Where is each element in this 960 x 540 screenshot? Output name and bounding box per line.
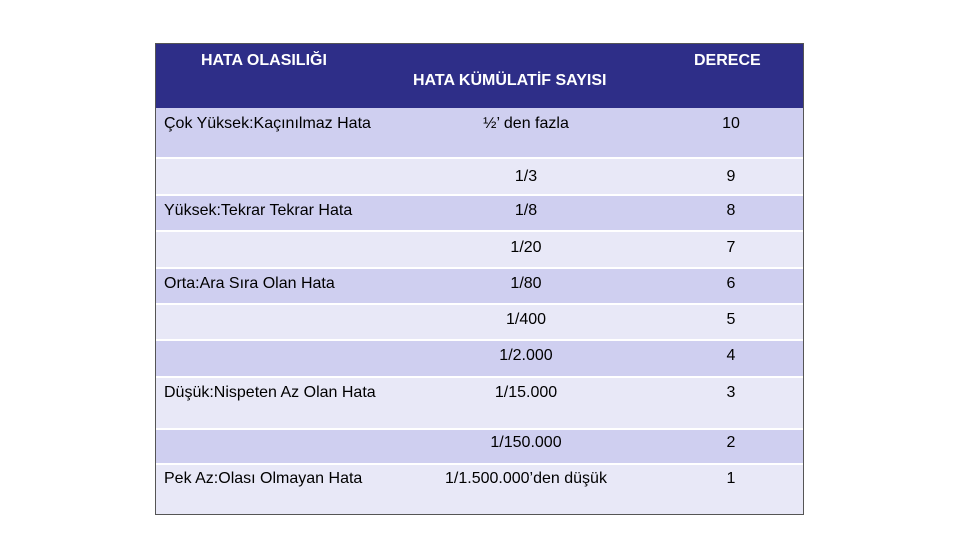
probability-cell: Orta:Ara Sıra Olan Hata (164, 275, 335, 292)
failure-rating-table (155, 43, 804, 515)
probability-cell: Çok Yüksek:Kaçınılmaz Hata (164, 115, 371, 132)
count-cell: 1/20 (510, 239, 542, 256)
count-cell: 1/80 (510, 275, 542, 292)
table-row (156, 196, 803, 230)
table-header (156, 44, 803, 108)
table-row (156, 378, 803, 428)
table-row (156, 108, 803, 158)
table-row (156, 305, 803, 339)
rank-cell: 8 (726, 202, 736, 219)
rank-cell: 6 (726, 275, 736, 292)
rank-cell: 10 (722, 115, 740, 132)
table-row (156, 341, 803, 376)
count-cell: 1/1.500.000’den düşük (445, 470, 607, 487)
rank-cell: 3 (726, 384, 736, 401)
rank-cell: 7 (726, 239, 736, 256)
header-rank: DERECE (694, 52, 761, 69)
table-row (156, 269, 803, 303)
rank-cell: 2 (726, 434, 736, 451)
count-cell: 1/15.000 (494, 384, 558, 401)
rank-cell: 1 (726, 470, 736, 487)
table-row (156, 159, 803, 194)
count-cell: 1/2.000 (499, 347, 553, 364)
probability-cell: Yüksek:Tekrar Tekrar Hata (164, 202, 353, 219)
count-cell: 1/150.000 (490, 434, 562, 451)
table-row (156, 465, 803, 514)
probability-cell: Pek Az:Olası Olmayan Hata (164, 470, 363, 487)
count-cell: ½’ den fazla (483, 115, 569, 132)
table-row (156, 232, 803, 267)
header-cumulative-count: HATA KÜMÜLATİF SAYISI (413, 72, 607, 89)
rank-cell: 5 (726, 311, 736, 328)
count-cell: 1/400 (505, 311, 547, 328)
table-row (156, 430, 803, 463)
count-cell: 1/8 (514, 202, 538, 219)
header-probability: HATA OLASILIĞI (201, 52, 327, 69)
rank-cell: 9 (726, 168, 736, 185)
count-cell: 1/3 (514, 168, 538, 185)
probability-cell: Düşük:Nispeten Az Olan Hata (164, 384, 376, 401)
rank-cell: 4 (726, 347, 736, 364)
